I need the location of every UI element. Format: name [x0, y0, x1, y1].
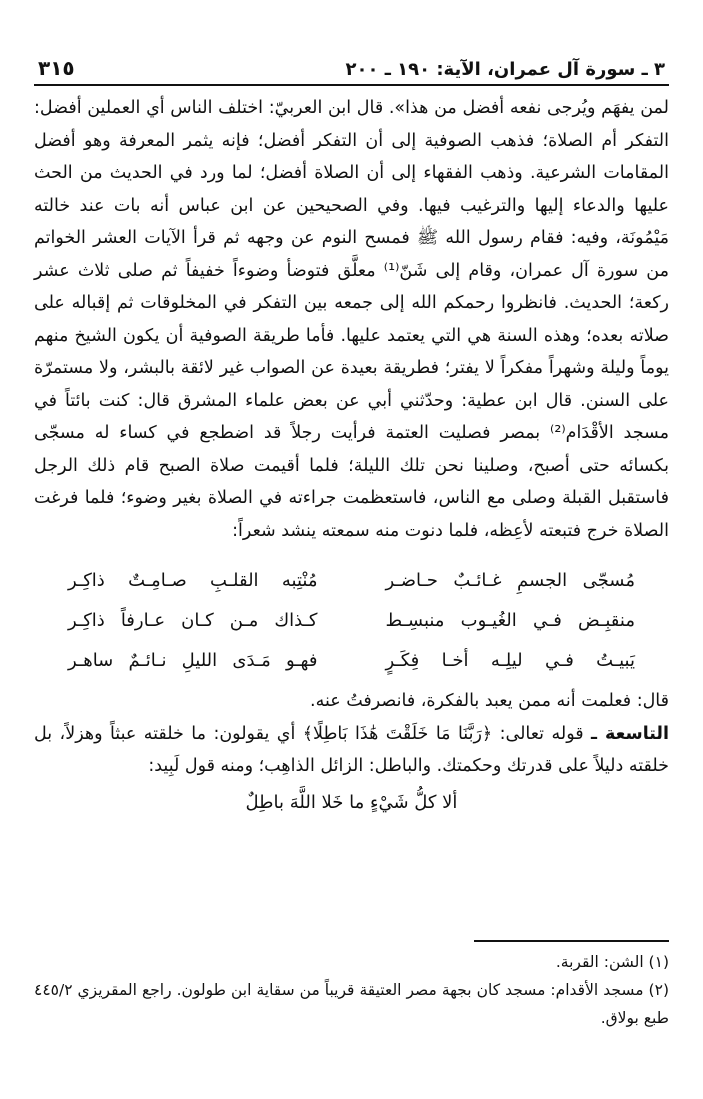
poem-verse [38, 601, 665, 641]
surah-title: ٣ ـ سورة آل عمران، الآية: ١٩٠ ـ ٢٠٠ [345, 59, 665, 80]
ninth-section [34, 718, 669, 783]
ninth-section-text: قوله تعالى: ﴿رَبَّنَا مَا خَلَقْتَ هَٰذَا بَاطِلًا﴾ أي يقولون: ما خلقته عبثاً وهزلاً، بل خلقته دليلاً على قدرتك وحكمتك. والباطل: الزائل الذاهِب؛ ومنه قول لَبِيد: [34, 723, 669, 776]
poem-verse [38, 561, 665, 601]
main-paragraph: لمن يفهَم ويُرجى نفعه أفضل من هذا». قال ابن العربيّ: اختلف الناس أي العملين أفضل: التفكر أم الصلاة؛ فذهب الصوفية إلى أن التفكر أفضل؛ فإنه يثمر المعرفة وهو أفضل المقامات الشرعية. وذهب الفقهاء إلى أن الصلاة أفضل؛ لما ورد في الحديث من الحث عليها والدعاء إليها والترغيب فيها. وفي الصحيحين عن ابن عباس أنه بات عند خالته مَيْمُونَة، وفيه: فقام رسول الله ﷺ فمسح النوم عن وجهه ثم قرأ الآيات العشر الخواتم من سورة آل عمران، وقام إلى شَنّ⁽¹⁾ معلَّق فتوضأ وضوءاً خفيفاً ثم صلى ثلاث عشر ركعة؛ الحديث. فانظروا رحمكم الله إلى جمعه بين التفكر في المخلوقات ثم إقباله على صلاته بعده؛ وهذه السنة هي التي يعتمد عليها. فأما طريقة الصوفية أن يكون الشيخ منهم يوماً وليلة وشهراً مفكراً لا يفتر؛ فطريقة بعيدة عن الصواب غير لائقة بالبشر، ولا مستمرّة على السنن. قال ابن عطية: وحدّثني أبي عن بعض علماء المشرق قال: كنت بائتاً في مسجد الأقْدَام⁽²⁾ بمصر فصليت العتمة فرأيت رجلاً قد اضطجع في كساء له مسجّى بكسائه حتى أصبح، وصلينا نحن تلك الليلة؛ فلما أقيمت صلاة الصبح قام ذلك الرجل فاستقبل القبلة وصلى مع الناس، فاستعظمت جراءته في الصلاة بغير وضوء؛ فلما فرغت الصلاة خرج فتبعته لأعِظه، فلما دنوت منه سمعته ينشد شعراً: [34, 98, 670, 541]
running-header [34, 52, 669, 86]
footnote-2: (٢) مسجد الأقدام: مسجد كان بجهة مصر العتيقة قريباً من سقاية ابن طولون. راجع المقريزي ٤٤٥/٢ طبع بولاق. [34, 981, 669, 1027]
poem-hemistich-first: يَبيـتُ فـي ليلِـه أخـا فِكَـرٍ [385, 650, 635, 671]
footnote-divider [474, 940, 669, 942]
poem-verse [38, 641, 665, 681]
footnote-1: (١) الشن: القربة. [555, 953, 669, 971]
poem-hemistich-first: منقبِـض فـي الغُيـوب منبسِـط [385, 610, 635, 631]
after-poem-text: قال: فعلمت أنه ممن يعبد بالفكرة، فانصرفتُ عنه. [310, 691, 669, 711]
page-number: ٣١٥ [38, 56, 75, 80]
poem-hemistich-second: فهـو مَـدَى الليلِ نـائـمٌ ساهـر [68, 650, 318, 671]
labid-verse: ألا كلُّ شَيْءٍ ما خَلا اللَّهَ باطِلٌ [245, 791, 458, 813]
poem-hemistich-first: مُسجّى الجسمِ غـائـبٌ حـاضـر [385, 570, 635, 591]
poem-hemistich-second: مُنْتِبه القلـبِ صـامِـتٌ ذاكِـر [68, 570, 318, 591]
poem [38, 561, 665, 681]
poem-hemistich-second: كـذاك مـن كـان عـارفاً ذاكِـر [68, 610, 318, 631]
page-body [34, 92, 669, 821]
ninth-section-label: التاسعة ـ [591, 723, 669, 744]
footnotes [34, 948, 669, 1032]
